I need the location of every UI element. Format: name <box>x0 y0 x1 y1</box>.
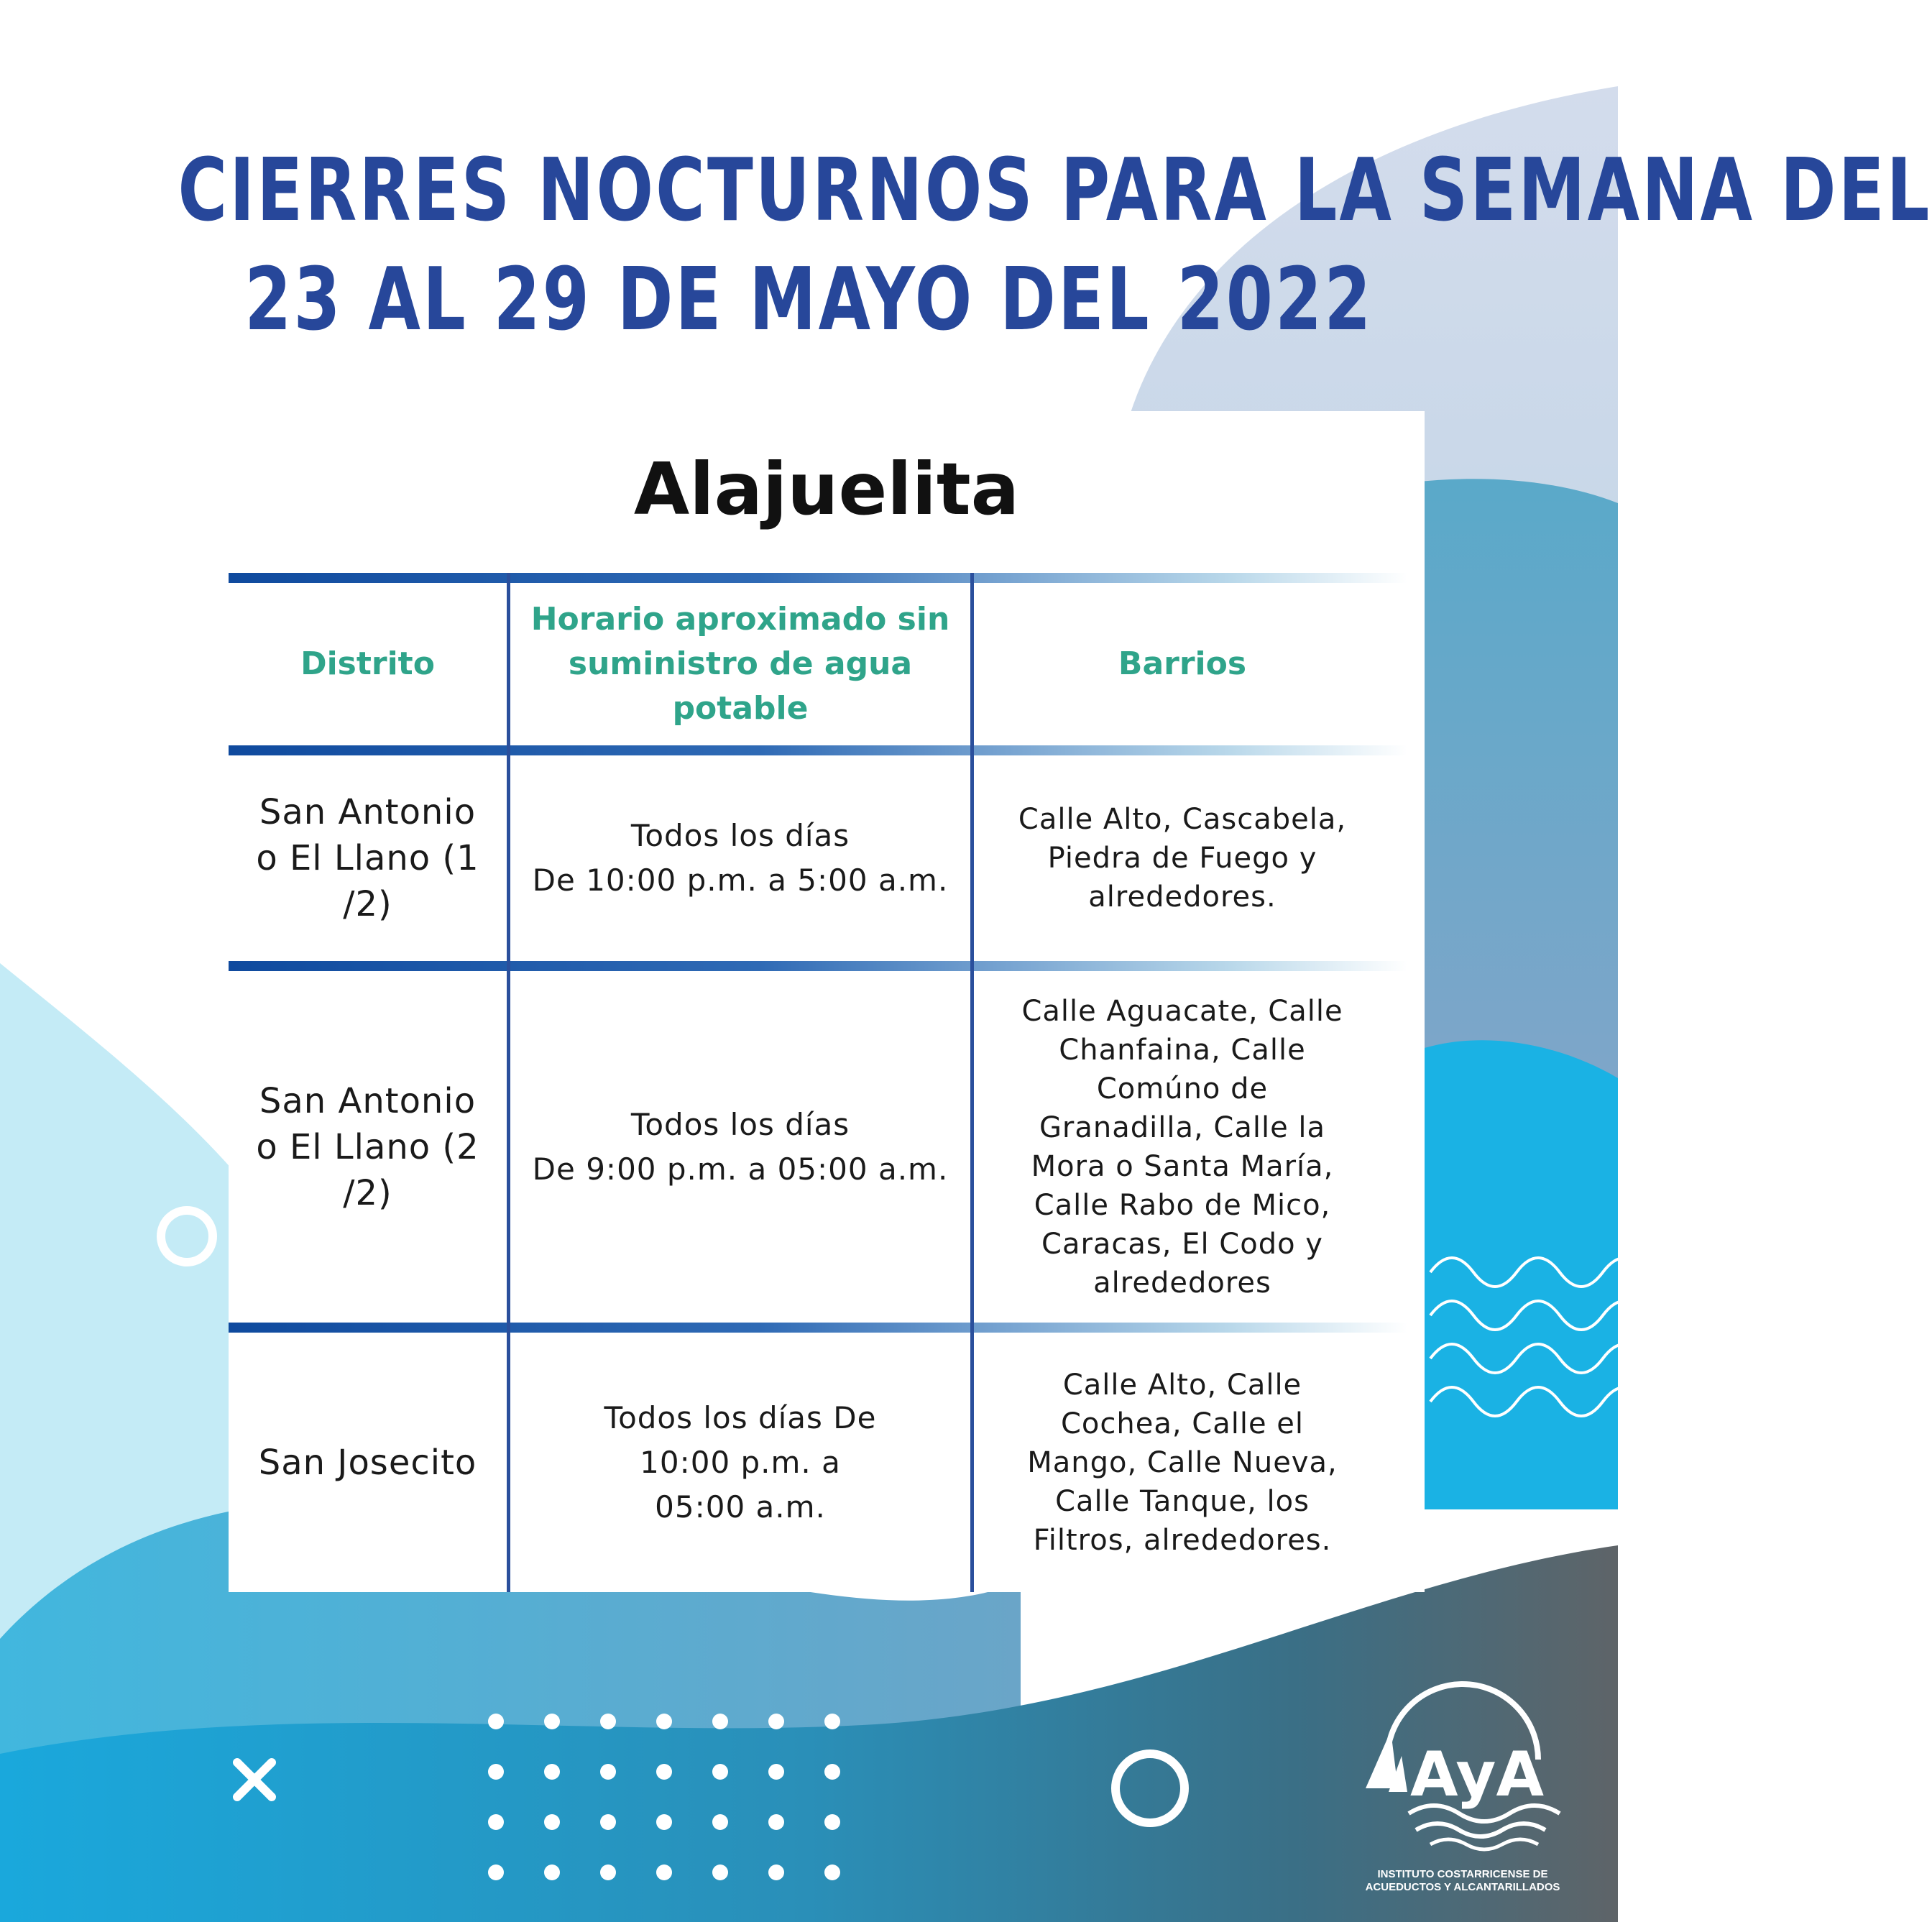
table-cell-distrito-3: San Josecito <box>258 1442 477 1483</box>
table-cell-barrios-2: Calle Aguacate, Calle Chanfaina, Calle Comúno de Granadilla, Calle la Mora o Santa María, Calle Rabo de Mico, Caracas, El Codo y alrededores <box>1021 994 1343 1300</box>
logo-caption-line-1: INSTITUTO COSTARRICENSE DE <box>1377 1868 1548 1880</box>
column-header-horario: Horario aproximado sin suministro de agua potable <box>530 601 950 727</box>
table-cell-distrito-1: San Antonio o El Llano (1 /2) <box>256 792 479 924</box>
table-cell-horario-2: Todos los días De 9:00 p.m. a 05:00 a.m. <box>532 1106 949 1187</box>
region-title: Alajuelita <box>633 447 1020 531</box>
page-title <box>178 137 1932 355</box>
table-cell-barrios-3: Calle Alto, Calle Cochea, Calle el Mango, Calle Nueva, Calle Tanque, los Filtros, alrededores. <box>1027 1368 1338 1557</box>
schedule-card <box>229 411 1425 1592</box>
table-cell-barrios-1: Calle Alto, Cascabela, Piedra de Fuego y alrededores. <box>1018 803 1347 914</box>
column-header-distrito: Distrito <box>300 645 435 682</box>
row-divider-2 <box>229 1323 1407 1333</box>
title-line-2: 23 AL 29 DE MAYO DEL 2022 <box>244 250 1374 350</box>
aya-logo <box>1358 1688 1567 1860</box>
row-divider-1 <box>229 961 1407 971</box>
table-cell-horario-3: Todos los días De 10:00 p.m. a 05:00 a.m. <box>604 1399 877 1525</box>
logo-caption-line-2: ACUEDUCTOS Y ALCANTARILLADOS <box>1365 1881 1560 1893</box>
table-top-divider <box>229 573 1407 583</box>
table-cell-horario-1: Todos los días De 10:00 p.m. a 5:00 a.m. <box>532 818 949 898</box>
column-header-barrios: Barrios <box>1118 645 1247 682</box>
title-line-1: CIERRES NOCTURNOS PARA LA SEMANA DEL <box>178 141 1932 241</box>
table-cell-distrito-2: San Antonio o El Llano (2 /2) <box>256 1080 479 1213</box>
logo-caption <box>1344 1868 1581 1894</box>
header-divider <box>229 745 1407 755</box>
logo-mark-text: AyA <box>1409 1739 1545 1811</box>
